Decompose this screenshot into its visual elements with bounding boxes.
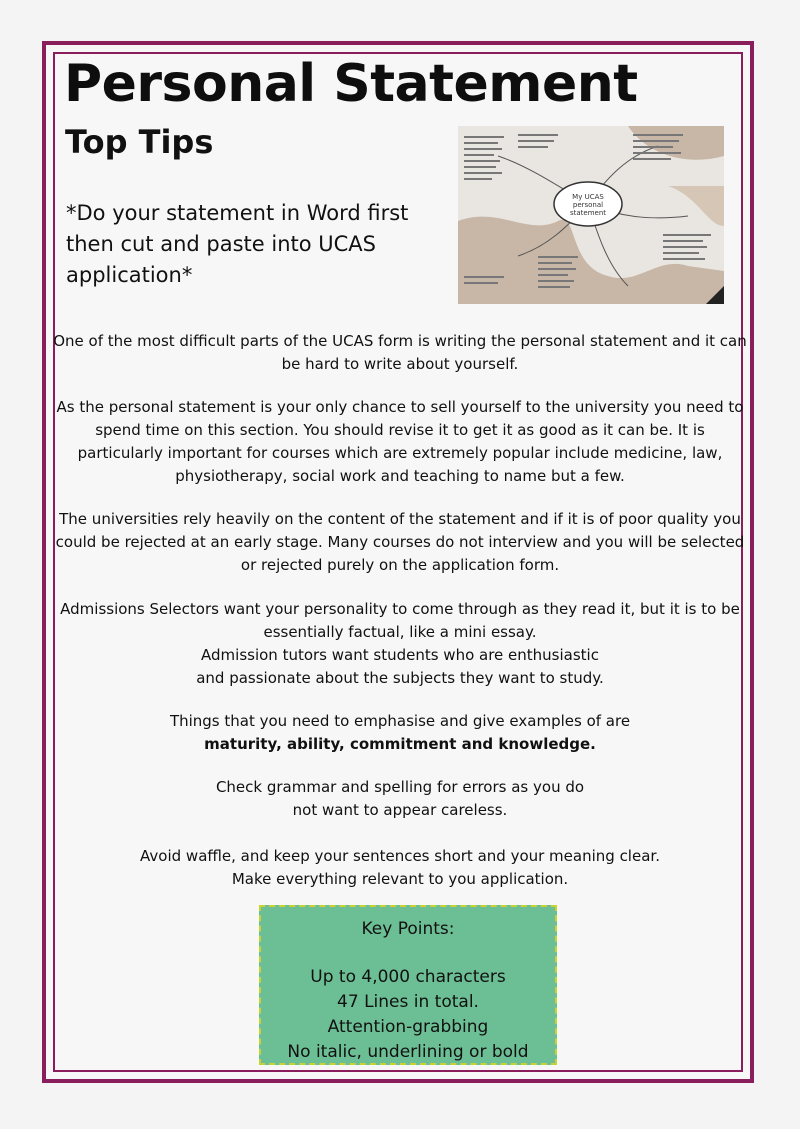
- intro-paragraph: [52, 330, 748, 376]
- paragraph-waffle: Avoid waffle, and keep your sentences short and your meaning clear.: [140, 847, 660, 865]
- paragraph-emphasise: Things that you need to emphasise and give examples of are: [169, 712, 631, 730]
- mindmap-center-line-3: statement: [569, 209, 607, 217]
- key-point-item: No italic, underlining or bold: [287, 1042, 529, 1062]
- sell-yourself-paragraph: [52, 396, 748, 488]
- paragraph-sell-yourself: As the personal statement is your only chance to sell yourself to the university you need to spend time on this section. You should revise it to get it as good as it can be. It is particularly important for courses which are extremely popular include medicine, law, physiotherapy, social work and teaching to name but a few.: [56, 398, 744, 485]
- key-points-title: Key Points:: [361, 919, 455, 939]
- paragraph-content-quality: The universities rely heavily on the content of the statement and if it is of poor quality you could be rejected at an early stage. Many courses do not interview and you will be selected or rejected purely on the application form.: [55, 510, 745, 574]
- key-points-box: [259, 905, 557, 1065]
- page-title: Personal Statement: [64, 54, 638, 114]
- grammar-paragraph: [52, 776, 748, 822]
- content-quality-paragraph: [52, 508, 748, 577]
- waffle-paragraph: [52, 845, 748, 891]
- paragraph-personality: Admissions Selectors want your personality to come through as they read it, but it is to be essentially factual, like a mini essay.: [60, 600, 740, 641]
- key-point-item: Up to 4,000 characters: [310, 967, 506, 987]
- page-subtitle: Top Tips: [65, 123, 214, 161]
- key-point-item: Attention-grabbing: [327, 1017, 489, 1037]
- personality-paragraph: [52, 598, 748, 690]
- paragraph-qualities: maturity, ability, commitment and knowledge.: [204, 735, 596, 753]
- mindmap-illustration: [458, 126, 724, 304]
- paragraph-difficult-parts: One of the most difficult parts of the UCAS form is writing the personal statement and it can be hard to write about yourself.: [53, 332, 747, 373]
- key-points-list: [261, 965, 555, 1065]
- paragraph-grammar: Check grammar and spelling for errors as you do not want to appear careless.: [215, 778, 585, 819]
- mindmap-center-line-2: personal: [572, 201, 604, 209]
- paragraph-enthusiastic: Admission tutors want students who are enthusiastic and passionate about the subjects they want to study.: [196, 646, 604, 687]
- word-first-note: *Do your statement in Word first then cut and paste into UCAS application*: [66, 201, 409, 287]
- paragraph-relevant: Make everything relevant to you application.: [231, 870, 569, 888]
- emphasise-paragraph: [52, 710, 748, 756]
- mindmap-center-line-1: My UCAS: [572, 193, 604, 201]
- key-point-item: 47 Lines in total.: [337, 992, 479, 1012]
